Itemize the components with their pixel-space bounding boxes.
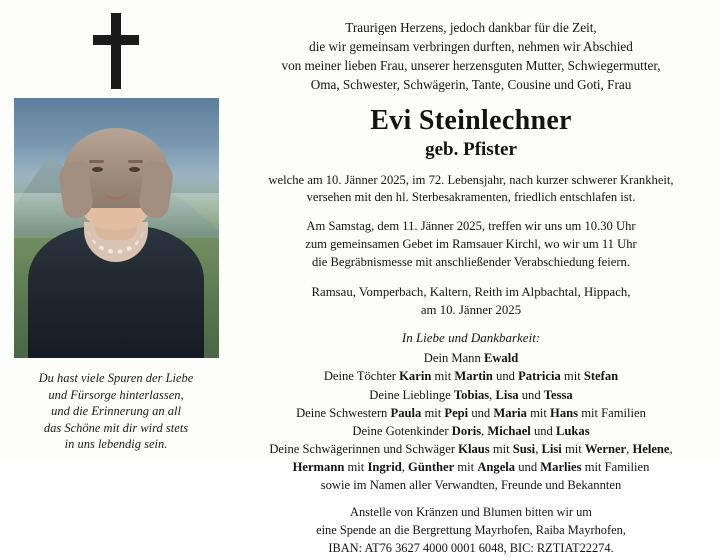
figure-eye-left: [92, 167, 103, 172]
cross-vertical-bar: [111, 13, 121, 89]
death-line: versehen mit den hl. Sterbesakramenten, friedlich entschlafen ist.: [306, 190, 636, 205]
figure-eyebrow-right: [128, 160, 143, 163]
photo-caption-line: in uns lebendig sein.: [64, 437, 168, 451]
cross-horizontal-bar: [93, 35, 139, 45]
portrait-photo: [14, 98, 219, 358]
death-line: welche am 10. Jänner 2025, im 72. Lebensjahr, nach kurzer schwerer Krankheit,: [268, 172, 674, 187]
intro-line: Traurigen Herzens, jedoch dankbar für die Zeit,: [345, 20, 597, 35]
intro-paragraph: [238, 18, 704, 94]
intro-line: Oma, Schwester, Schwägerin, Tante, Cousine und Goti, Frau: [310, 77, 632, 92]
photo-caption-line: das Schöne mit dir wird stets: [43, 420, 189, 435]
funeral-line: zum gemeinsamen Gebet im Ramsauer Kirchl, wo wir um 11 Uhr: [305, 237, 637, 252]
donation-line: Anstelle von Kränzen und Blumen bitten wir um: [350, 505, 592, 520]
photo-caption-line: und die Erinnerung an all: [51, 404, 181, 418]
family-line: Deine Töchter Karin mit Martin und Patricia mit Stefan: [323, 369, 619, 384]
family-line: Hermann mit Ingrid, Günther mit Angela und Marlies mit Familien: [292, 460, 650, 475]
deceased-maiden-name: geb. Pfister: [425, 138, 517, 160]
family-line: Deine Gotenkinder Doris, Michael und Lukas: [352, 423, 590, 438]
place-line: am 10. Jänner 2025: [420, 303, 522, 318]
intro-line: von meiner lieben Frau, unserer herzensguten Mutter, Schwiegermutter,: [281, 58, 661, 73]
right-column: [232, 0, 720, 555]
left-column: [0, 0, 232, 461]
place-line: Ramsau, Vomperbach, Kaltern, Reith im Alpbachtal, Hippach,: [311, 284, 631, 299]
family-line: Deine Lieblinge Tobias, Lisa und Tessa: [369, 387, 573, 402]
donation-note: [238, 504, 704, 558]
photo-caption: [0, 370, 232, 453]
family-line: Deine Schwestern Paula mit Pepi und Maria mit Hans mit Familien: [296, 405, 646, 420]
latin-cross-icon: [93, 13, 139, 89]
figure-hair-right: [137, 160, 175, 220]
figure-eyebrow-left: [89, 160, 104, 163]
gratitude-heading: In Liebe und Dankbarkeit:: [401, 330, 541, 346]
places-and-date: [238, 283, 704, 319]
donation-line: IBAN: AT76 3627 4000 0001 6048, BIC: RZTIAT22274.: [328, 541, 614, 555]
funeral-line: die Begräbnismesse mit anschließender Verabschiedung feiern.: [311, 255, 630, 270]
cross-area: [0, 0, 232, 98]
family-line: Deine Schwägerinnen und Schwäger Klaus mit Susi, Lisi mit Werner, Helene,: [269, 441, 673, 456]
photo-background: [14, 98, 219, 358]
death-paragraph: [238, 172, 704, 208]
family-line: sowie im Namen aller Verwandten, Freunde und Bekannten: [320, 478, 622, 493]
intro-line: die wir gemeinsam verbringen durften, nehmen wir Abschied: [309, 39, 633, 54]
donation-line: eine Spende an die Bergrettung Mayrhofen, Raiba Mayrhofen,: [316, 523, 626, 538]
family-line: Dein Mann Ewald: [423, 351, 519, 366]
deceased-name: Evi Steinlechner: [370, 105, 572, 136]
portrait-figure: [21, 143, 211, 358]
photo-caption-line: und Fürsorge hinterlassen,: [48, 387, 184, 402]
figure-eye-right: [129, 167, 140, 172]
funeral-line: Am Samstag, dem 11. Jänner 2025, treffen wir uns um 10.30 Uhr: [306, 219, 636, 234]
funeral-paragraph: [238, 218, 704, 272]
photo-caption-line: Du hast viele Spuren der Liebe: [38, 371, 194, 385]
family-list: [238, 349, 704, 494]
